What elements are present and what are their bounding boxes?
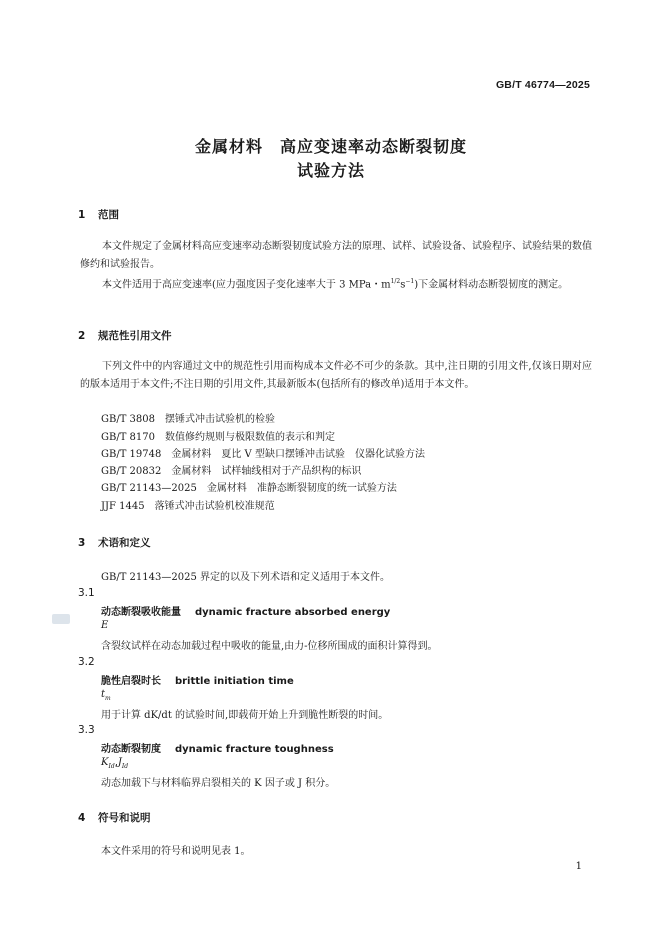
term-definition: 用于计算 dK/dt 的试验时间,即载荷开始上升到脆性断裂的时间。 [101,710,389,721]
scope-paragraph-1: 本文件规定了金属材料高应变速率动态断裂韧度试验方法的原理、试样、试验设备、试验程序、试验结果的数值修约和试验报告。 [80,241,592,270]
reference-item: GB/T 19748 金属材料 夏比 V 型缺口摆锤冲击试验 仪器化试验方法 [101,449,425,460]
term-definition: 含裂纹试样在动态加载过程中吸收的能量,由力-位移所围成的面积计算得到。 [101,641,438,652]
term-heading: 动态断裂韧度 dynamic fracture toughness [101,744,334,755]
section-3-heading: 3 术语和定义 [78,537,151,549]
reference-item: GB/T 21143—2025 金属材料 准静态断裂韧度的统一试验方法 [101,483,397,494]
reference-item: GB/T 20832 金属材料 试样轴线相对于产品织构的标识 [101,466,362,477]
symbols-intro: 本文件采用的符号和说明见表 1。 [101,846,251,857]
reference-item: JJF 1445 落锤式冲击试验机校准规范 [101,501,275,512]
normative-intro: 下列文件中的内容通过文中的规范性引用而构成本文件必不可少的条款。其中,注日期的引用文件,仅该日期对应的版本适用于本文件;不注日期的引用文件,其最新版本(包括所有的修改单)适用于本文件。 [80,361,592,390]
reference-item: GB/T 3808 摆锤式冲击试验机的检验 [101,414,276,425]
scope-paragraph-2: 本文件适用于高应变速率(应力强度因子变化速率大于 3 MPa・$m^{1/2}s^{-1}$)下金属材料动态断裂韧度的测定。 [102,278,569,291]
document-title-line2: 试验方法 [296,161,365,180]
term-number: 3.2 [78,656,95,668]
term-number: 3.3 [78,724,95,736]
term-definition: 动态加载下与材料临界启裂相关的 K 因子或 J 积分。 [101,778,336,789]
term-heading: 动态断裂吸收能量 dynamic fracture absorbed energy [101,607,391,618]
reference-item: GB/T 8170 数值修约规则与极限数值的表示和判定 [101,432,336,443]
term-symbol: $t_m$ [101,689,111,702]
section-1-heading: 1 范围 [78,209,119,221]
standard-number: GB/T 46774—2025 [495,79,590,91]
section-4-heading: 4 符号和说明 [78,812,151,824]
page-number: 1 [575,861,582,872]
term-number: 3.1 [78,587,95,599]
watermark-logo [52,614,70,624]
term-symbol: E [101,620,109,631]
term-heading: 脆性启裂时长 brittle initiation time [101,676,294,687]
terms-intro: GB/T 21143—2025 界定的以及下列术语和定义适用于本文件。 [101,572,390,583]
term-symbol: $K_{Id},J_{Id}$ [101,757,129,770]
document-title-line1: 金属材料 高应变速率动态断裂韧度 [194,137,467,156]
section-2-heading: 2 规范性引用文件 [78,330,172,342]
